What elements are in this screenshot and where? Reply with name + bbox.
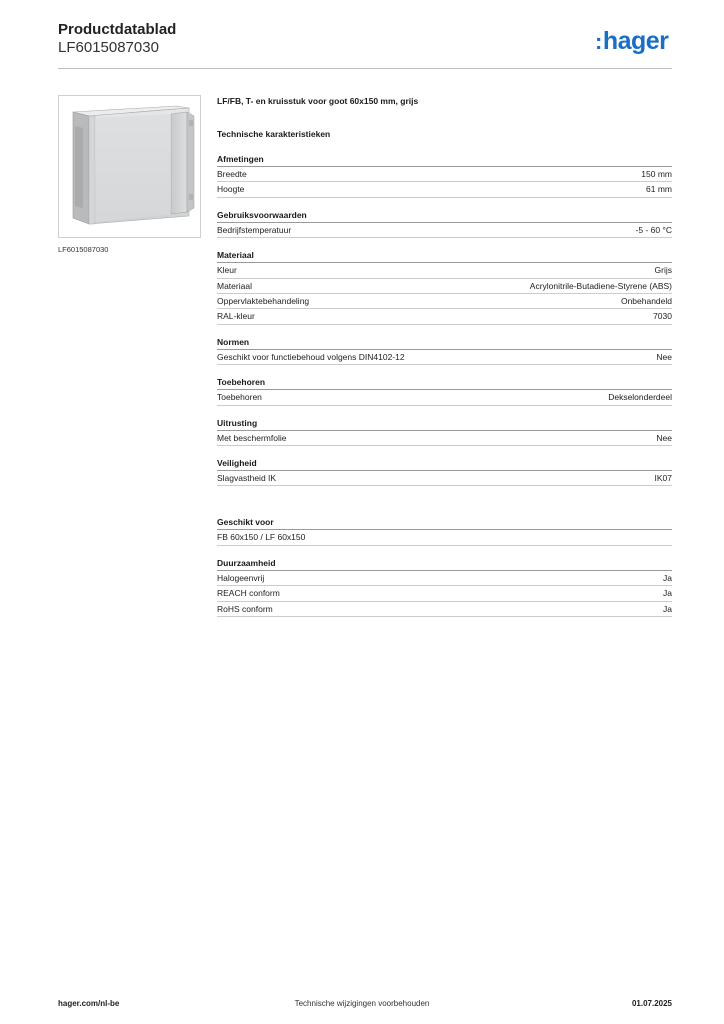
spec-row bbox=[217, 431, 672, 446]
section-title: Normen bbox=[217, 336, 672, 350]
spec-label: RoHS conform bbox=[217, 603, 273, 614]
header-product-code: LF6015087030 bbox=[58, 39, 159, 56]
spec-row bbox=[217, 530, 672, 545]
spec-row bbox=[217, 471, 672, 486]
spec-label: Slagvastheid IK bbox=[217, 473, 277, 484]
spec-label: Toebehoren bbox=[217, 392, 262, 403]
section-materiaal bbox=[217, 249, 672, 325]
spec-row bbox=[217, 390, 672, 405]
spec-row bbox=[217, 571, 672, 586]
spec-value: Nee bbox=[656, 351, 672, 362]
footer-note: Technische wijzigingen voorbehouden bbox=[294, 999, 430, 1008]
header-title: Productdatablad bbox=[58, 21, 177, 38]
section-duurzaamheid bbox=[217, 557, 672, 617]
spec-value: Ja bbox=[663, 572, 672, 583]
spec-label: Materiaal bbox=[217, 280, 252, 291]
spec-row bbox=[217, 182, 672, 197]
spec-value: Nee bbox=[656, 432, 672, 443]
section-title: Duurzaamheid bbox=[217, 557, 672, 571]
spec-label: Geschikt voor functiebehoud volgens DIN4102-12 bbox=[217, 351, 405, 362]
spec-row bbox=[217, 223, 672, 238]
spec-row bbox=[217, 167, 672, 182]
spec-value: 61 mm bbox=[646, 184, 672, 195]
spec-value: 150 mm bbox=[641, 169, 672, 179]
spec-label: Kleur bbox=[217, 265, 237, 276]
spec-label: Bedrijfstemperatuur bbox=[217, 224, 292, 235]
footer-date: 01.07.2025 bbox=[631, 999, 672, 1008]
section-title: Toebehoren bbox=[217, 376, 672, 390]
cable-trunking-t-piece-image bbox=[59, 96, 200, 237]
spec-value: Dekselonderdeel bbox=[608, 392, 672, 403]
logo-text: hager bbox=[602, 27, 669, 55]
product-description: LF/FB, T- en kruisstuk voor goot 60x150 mm, grijs bbox=[217, 96, 419, 106]
spec-value: Ja bbox=[663, 588, 672, 599]
section-title: Uitrusting bbox=[217, 417, 672, 431]
spec-row bbox=[217, 309, 672, 324]
header-divider bbox=[58, 68, 672, 69]
hager-logo[interactable] bbox=[595, 27, 668, 56]
spec-value: Ja bbox=[663, 603, 672, 614]
spec-value: 7030 bbox=[653, 311, 672, 322]
spec-value: -5 - 60 °C bbox=[635, 224, 672, 235]
spec-row bbox=[217, 263, 672, 278]
footer-website-link[interactable]: hager.com/nl-be bbox=[58, 999, 120, 1008]
technical-characteristics-title: Technische karakteristieken bbox=[217, 129, 331, 139]
spec-value: Grijs bbox=[654, 265, 672, 276]
spec-label: Breedte bbox=[217, 169, 247, 179]
spec-label: REACH conform bbox=[217, 588, 280, 599]
main-content bbox=[217, 95, 672, 617]
section-toebehoren bbox=[217, 376, 672, 405]
spec-value: Acrylonitrile-Butadiene-Styrene (ABS) bbox=[529, 280, 672, 291]
spec-label: Met beschermfolie bbox=[217, 432, 287, 443]
product-image bbox=[58, 95, 201, 238]
spec-value: IK07 bbox=[654, 473, 672, 484]
section-uitrusting bbox=[217, 417, 672, 446]
spec-row bbox=[217, 586, 672, 601]
section-title: Afmetingen bbox=[217, 153, 672, 167]
section-title: Materiaal bbox=[217, 249, 672, 263]
spec-label: Halogeenvrij bbox=[217, 572, 265, 583]
product-image-caption: LF6015087030 bbox=[58, 245, 109, 254]
section-afmetingen bbox=[217, 153, 672, 198]
section-normen bbox=[217, 336, 672, 365]
spec-value: Onbehandeld bbox=[620, 296, 672, 307]
section-title: Veiligheid bbox=[217, 457, 672, 471]
spec-label: Oppervlaktebehandeling bbox=[217, 296, 310, 307]
section-gebruiksvoorwaarden bbox=[217, 209, 672, 238]
section-title: Gebruiksvoorwaarden bbox=[217, 209, 672, 223]
section-geschikt-voor bbox=[217, 516, 672, 545]
spec-row bbox=[217, 294, 672, 309]
spec-label: RAL-kleur bbox=[217, 311, 255, 322]
spec-row bbox=[217, 279, 672, 294]
spec-label: FB 60x150 / LF 60x150 bbox=[217, 532, 306, 543]
spec-label: Hoogte bbox=[217, 184, 245, 195]
spec-row bbox=[217, 602, 672, 617]
logo-colon: : bbox=[595, 29, 602, 54]
section-veiligheid bbox=[217, 457, 672, 486]
section-title: Geschikt voor bbox=[217, 516, 672, 530]
spec-row bbox=[217, 350, 672, 365]
